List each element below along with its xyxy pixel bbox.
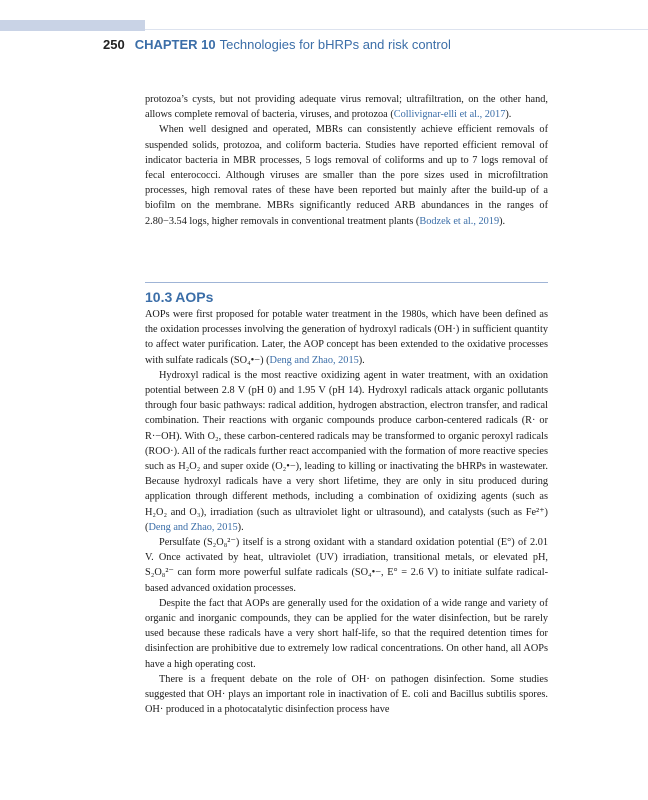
body-text-upper [145, 92, 548, 229]
paragraph: AOPs were first proposed for potable water treatment in the 1980s, which have been defined as the oxidation processes involving the generation of hydroxyl radicals (OH·) in sufficient quantity to affect water purification. Later, the AOP concept has been extended to the oxidative processes with sulfate radicals (SO₄•−) (Deng and Zhao, 2015). [145, 309, 548, 366]
paragraph: There is a frequent debate on the role of OH· on pathogen disinfection. Some studies suggested that OH· plays an important role in inactivation of E. coli and Bacillus subtilis spores. OH· produced in a photocatalytic disinfection process have [145, 673, 548, 716]
citation-link[interactable]: Deng and Zhao, 2015 [269, 354, 359, 366]
section-title: AOPs [175, 289, 214, 305]
chapter-title: Technologies for bHRPs and risk control [219, 37, 451, 52]
chapter-label: CHAPTER 10 [134, 37, 216, 52]
header-rule [145, 29, 648, 30]
section-number: 10.3 [145, 289, 173, 305]
paragraph: Hydroxyl radical is the most reactive oxidizing agent in water treatment, with an oxidation potential between 2.8 V (pH 0) and 1.95 V (pH 14). Hydroxyl radicals attack organic pollutants through four basic pathways: radical addition, hydrogen abstraction, electron transfer, and radical combination. Their reactions with organic compounds produce carbon-centered radicals (R· or R·−OH). With O₂, these carbon-centered radicals may be transformed to organic peroxyl radicals (ROO·). All of the radicals further react accompanied with the formation of more reactive species such as H₂O₂ and super oxide (O₂•−), leading to killing or inactivating the bHRPs in wastewater. Because hydroxyl radicals have a very short lifetime, they are only in situ produced during application through different methods, including a combination of oxidizing agents (such as H₂O₂ and O₃), irradiation (such as ultraviolet light or ultrasound), and catalysts (such as Fe²⁺) (Deng and Zhao, 2015). [145, 369, 548, 533]
paragraph: Persulfate (S₂O₈²⁻) itself is a strong oxidant with a standard oxidation potential (E°) of 2.01 V. Once activated by heat, ultraviolet (UV) irradiation, transitional metals, or elevated pH, S₂O₈²⁻ can form more powerful sulfate radicals (SO₄•−, E° = 2.6 V) to initiate sulfate radical-based advanced oxidation processes. [145, 537, 548, 594]
paragraph: protozoa’s cysts, but not providing adequate virus removal; ultrafiltration, on the other hand, allows complete removal of bacteria, viruses, and protozoa (Collivignar-elli et al., 2017). [145, 94, 548, 121]
section-rule [145, 282, 548, 283]
header-color-band [0, 20, 145, 31]
page-number: 250 [103, 37, 125, 52]
citation-link[interactable]: Deng and Zhao, 2015 [148, 521, 238, 533]
body-text-section [145, 307, 548, 717]
citation-link[interactable]: Collivignar-elli et al., 2017 [393, 109, 506, 121]
citation-link[interactable]: Bodzek et al., 2019 [419, 215, 500, 227]
paragraph: When well designed and operated, MBRs can consistently achieve efficient removals of suspended solids, protozoa, and coliform bacteria. Studies have reported efficient removal of indicator bacteria in MBR processes, 5 logs removal of coliforms and up to 7 logs removal of fecal enterococci. Although viruses are smaller than the pore sizes used in microfiltration processes, high removal rates of these have been reported but mainly after the build-up of a biofilm on the membrane. MBRs significantly reduced ARB abundances in the ranges of 2.80−3.54 logs, higher removals in conventional treatment plants (Bodzek et al., 2019). [145, 124, 548, 227]
paragraph: Despite the fact that AOPs are generally used for the oxidation of a wide range and variety of organic and inorganic compounds, they can be applied for the water disinfection, but be rarely used because these radicals have a very short half-life, so that the required detention times for disinfection are prohibitive due to extremely low radical concentrations. On other hand, all AOPs have a high operating cost. [145, 597, 548, 670]
running-head [103, 36, 451, 54]
section-heading [145, 288, 213, 306]
